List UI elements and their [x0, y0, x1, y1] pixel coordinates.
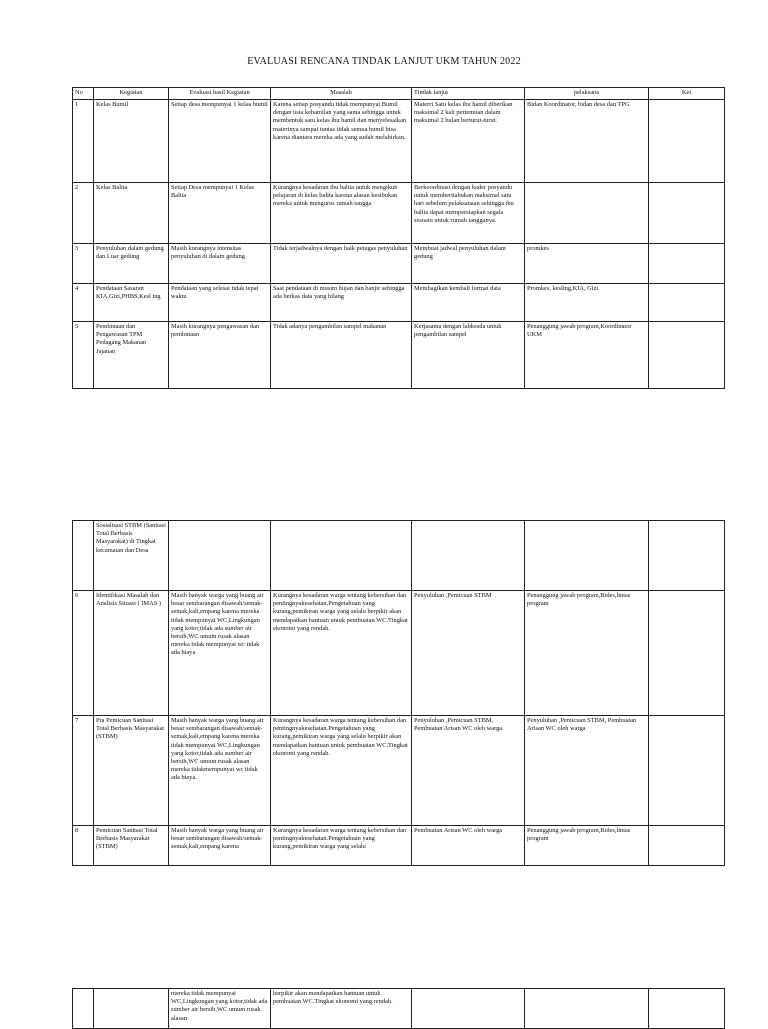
cell-tindak-lanjut: Penyuluhan ,Pemicuan STBM, Pembuatan Arisan WC oleh warga	[412, 716, 525, 826]
table-header-row	[73, 88, 725, 100]
cell-masalah: Karena setiap posyandu tidak mempunyai Bumil dengan usia kehamilan yang sama sehingga untuk membentuk satu kelas ibu hamil dan menyelesaikan materinya sampai tuntas tidak semua bumil bisa karena diantara mereka ada yang sudah melahirkan.	[271, 100, 412, 183]
cell-tindak-lanjut: Berkoordinasi dengan kader posyandu untuk memberitahukan maksimal satu hari sebelum pelaksanaan sehingga ibu balita dapat mempersiapkan segala sesuatu untuk rumah tangganya.	[412, 183, 525, 244]
cell-tindak-lanjut: Membagikan kembali format data	[412, 284, 525, 322]
header-kegiatan: Kegiatan	[94, 88, 169, 100]
cell-evaluasi: mereka tidak mempunyai WC,Lingkungan yang kotor,tidak ada sumber air bersih,WC umum rusak alasan	[169, 989, 271, 1029]
cell-masalah: Tidak adanya pengambilan sampel makanan	[271, 322, 412, 389]
cell-kegiatan: Identifikasi Masalah dan Analisis Situasi ( IMAS )	[94, 591, 169, 716]
cell-masalah: Kurangnya kesadaran warga tentang kebersihan dan pentingnyakesehatan.Pengetahuan yang kurang,pemikiran warga yang selalu berpikir akan mendapatkan bantuan untuk pembuatan WC.Tingkat ekonomi yang rendah.	[271, 591, 412, 716]
cell-ket	[649, 284, 725, 322]
cell-tindak-lanjut: Materri Satu kelas ibu hamil diberikan maksimal 2 kali pertemuan dalam maksimal 2 bulan berturut-turut.	[412, 100, 525, 183]
rtl-table-page1	[72, 87, 725, 389]
cell-no: 5	[73, 322, 94, 389]
cell-masalah: berpikir akan mendapatkan bantuan untuk pembuatan WC.Tingkat ekonomi yang rendah.	[271, 989, 412, 1029]
cell-no: 3	[73, 244, 94, 284]
table-row	[73, 284, 725, 322]
cell-masalah: Kurangnya kesadaran warga tentang kebersihan dan pentingnyakesehatan.Pengetahuan yang kurang,pemikiran warga yang selalu	[271, 826, 412, 866]
table-row	[73, 989, 725, 1029]
table-row	[73, 244, 725, 284]
cell-no	[73, 521, 94, 591]
table-row	[73, 826, 725, 866]
table-row	[73, 183, 725, 244]
cell-masalah	[271, 521, 412, 591]
cell-no: 2	[73, 183, 94, 244]
cell-masalah: Kurangnya kesadaran warga tentang kebersihan dan pentingnyakesehatan.Pengetahuan yang kurang,pemikiran warga yang selalu berpikir akan mendapatkan bantuan untuk pembuatan WC.Tingkat ekonomi yang rendah.	[271, 716, 412, 826]
cell-pelaksana	[525, 183, 649, 244]
header-pelaksana: pelaksana	[525, 88, 649, 100]
cell-ket	[649, 989, 725, 1029]
cell-pelaksana: promkes	[525, 244, 649, 284]
cell-ket	[649, 521, 725, 591]
cell-ket	[649, 244, 725, 284]
cell-pelaksana: Promkes, kesling,KIA, Gizi	[525, 284, 649, 322]
cell-evaluasi: Setiap Desa mempunyai 1 Kelas Balita	[169, 183, 271, 244]
cell-no: 4	[73, 284, 94, 322]
cell-evaluasi: Masih banyak warga yang buang air besar sembarangan disawah/semak-semak,kali,empang karena	[169, 826, 271, 866]
cell-evaluasi: Masih kurangnya pengawasan dan pembinaan	[169, 322, 271, 389]
cell-pelaksana: Penanggung jawab program,Koordinator UKM	[525, 322, 649, 389]
cell-kegiatan: Sosialisasi STBM (Sanitasi Total Berbasis Masyarakat) di Tingkat kecamatan dan Desa	[94, 521, 169, 591]
cell-pelaksana: Penanggung jawab program,Bides,lintas program	[525, 591, 649, 716]
cell-evaluasi: Pendataan yang selesai tidak tepat waktu	[169, 284, 271, 322]
cell-no	[73, 989, 94, 1029]
cell-masalah: Saat pendataan di musim hujan dan banjir sehingga ada berkas data yang hilang	[271, 284, 412, 322]
cell-ket	[649, 826, 725, 866]
cell-kegiatan: Penyuluhan dalam gedung dan Luar gedung	[94, 244, 169, 284]
cell-ket	[649, 322, 725, 389]
cell-evaluasi: Masih kurangnya intensitas penyuluhan di dalam gedung	[169, 244, 271, 284]
table-row	[73, 716, 725, 826]
cell-kegiatan	[94, 989, 169, 1029]
table-row	[73, 521, 725, 591]
header-masalah: Masalah	[271, 88, 412, 100]
cell-evaluasi: Masih banyak warga yang buang air besar sembarangan disawah/semak-semak,kali,empang karena mereka tidak mempunyai WC,Lingkungan yang kotor,tidak ada sumber air bersih,WC umum rusak alasan mereka tidakmempunyai wc tidak ada biaya.	[169, 716, 271, 826]
cell-kegiatan: Kelas Balita	[94, 183, 169, 244]
cell-kegiatan: Kelas Bumil	[94, 100, 169, 183]
rtl-table-page2	[72, 520, 725, 866]
cell-pelaksana	[525, 989, 649, 1029]
cell-ket	[649, 591, 725, 716]
cell-pelaksana: Penyuluhan ,Pemicuan STBM, Pembuatan Arisan WC oleh warga	[525, 716, 649, 826]
cell-tindak-lanjut: Membuat jadwal penyuluhan dalam gedung	[412, 244, 525, 284]
cell-tindak-lanjut	[412, 989, 525, 1029]
header-evaluasi: Evaluasi hasil Kegiatan	[169, 88, 271, 100]
rtl-table-page3	[72, 988, 725, 1029]
cell-pelaksana	[525, 521, 649, 591]
document-title: EVALUASI RENCANA TINDAK LANJUT UKM TAHUN 2022	[247, 56, 521, 67]
header-tindak-lanjut: Tindak lanjut	[412, 88, 525, 100]
cell-pelaksana: Penanggung jawab program,Bides,lintas program	[525, 826, 649, 866]
cell-ket	[649, 183, 725, 244]
cell-kegiatan: Pemicuan Sanitasi Total Berbasis Masyarakat (STBM)	[94, 826, 169, 866]
cell-tindak-lanjut: Pembuatan Arisan WC oleh warga	[412, 826, 525, 866]
cell-no: 1	[73, 100, 94, 183]
cell-evaluasi: Masih banyak warga yang buang air besar sembarangan disawah/semak-semak,kali,empang karena mereka tidak mempunyai WC,Lingkungan yang kotor,tidak ada sumber air bersih,WC umum rusak alasan mereka tidak mempunyai wc tidak ada biaya	[169, 591, 271, 716]
cell-ket	[649, 100, 725, 183]
table-row	[73, 591, 725, 716]
cell-no: 8	[73, 826, 94, 866]
cell-kegiatan: Pembinaan dan Pengawasan TPM Pedagang Makanan Jajanan	[94, 322, 169, 389]
cell-kegiatan: Pendataan Sasaran KIA,Gizi,PHBS,Kesl ing	[94, 284, 169, 322]
cell-tindak-lanjut: Penyuluhan ,Pemicuan STBM	[412, 591, 525, 716]
cell-masalah: Tidak terjadwalnya dengan baik petugas penyuluhan	[271, 244, 412, 284]
cell-kegiatan: Pra Pemicuan Sanitasi Total Berbasis Masyarakat (STBM)	[94, 716, 169, 826]
cell-tindak-lanjut	[412, 521, 525, 591]
cell-evaluasi: Setiap desa mempunyai 1 kelas bumil	[169, 100, 271, 183]
cell-tindak-lanjut: Kerjasama dengan labkesda untuk pengambilan sampel	[412, 322, 525, 389]
header-no: No	[73, 88, 94, 100]
header-ket: Ket	[649, 88, 725, 100]
cell-no: 7	[73, 716, 94, 826]
cell-evaluasi	[169, 521, 271, 591]
cell-no: 6	[73, 591, 94, 716]
table-row	[73, 100, 725, 183]
cell-ket	[649, 716, 725, 826]
table-row	[73, 322, 725, 389]
cell-masalah: Kurangnya kesadaran ibu balita untuk mengikuti pelajaran di kelas balita karena alasan kesibukan mereka untuk mengurus rumah tangga	[271, 183, 412, 244]
cell-pelaksana: Bidan Koordinator, bidan desa dan TPG	[525, 100, 649, 183]
